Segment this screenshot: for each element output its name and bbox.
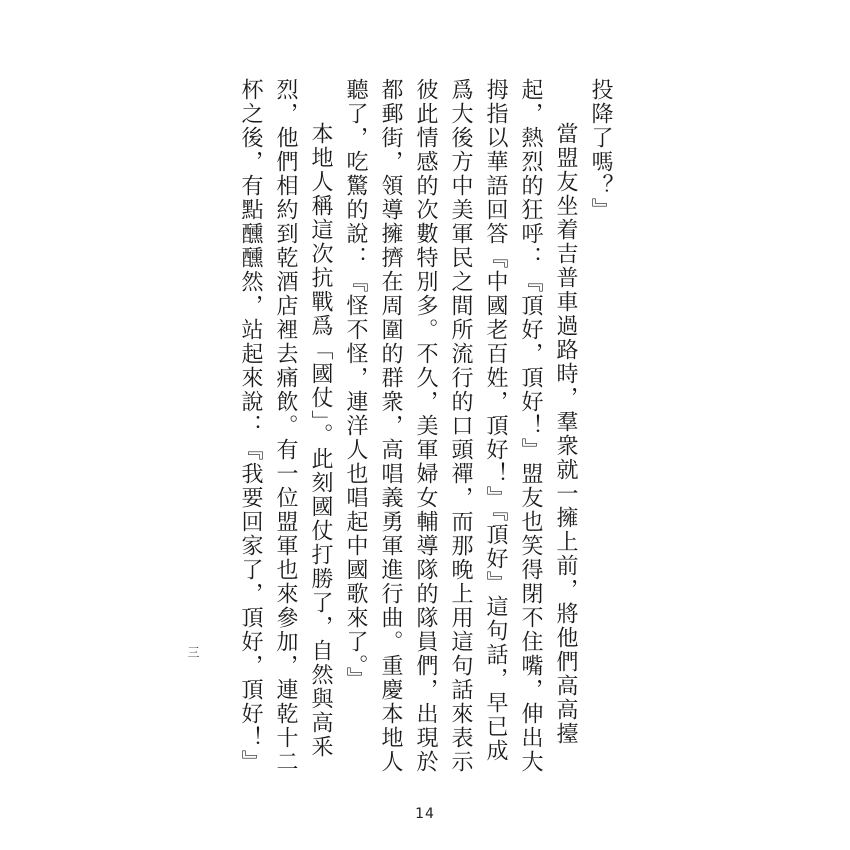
paragraph-3: 本地人稱這次抗戰爲「國仗」。此刻國仗打勝了，自然與高釆烈，他們相約到乾酒店裡去痛飲。有一位盟軍也來參加，連乾十二杯之後，有點醺醺然，站起來說：『我要回家了，頂好，頂好！』	[238, 78, 333, 774]
vertical-text-body	[232, 78, 618, 783]
page-number: 14	[415, 806, 435, 822]
paragraph-2: 當盟友坐着吉普車過路時，羣衆就一擁上前，將他們高高擡起，熱烈的狂呼：『頂好，頂好！』盟友也笑得閉不住嘴，伸出大拇指以華語回答『中國老百姓，頂好！』『頂好』這句話，早已成爲大後方中美軍民之間所流行的口頭禪，而那晚上用這句話來表示彼此情感的次數特別多。不久，美軍婦女輔導隊的隊員們，出現於都郵街，領導擁擠在周圍的群衆，高唱義勇軍進行曲。重慶本地人聽了，吃驚的說：『怪不怪，連洋人也唱起中國歌來了。』	[343, 78, 578, 774]
margin-mark: 三	[186, 646, 200, 658]
paragraph-1: 投降了嗎？』	[588, 78, 613, 222]
